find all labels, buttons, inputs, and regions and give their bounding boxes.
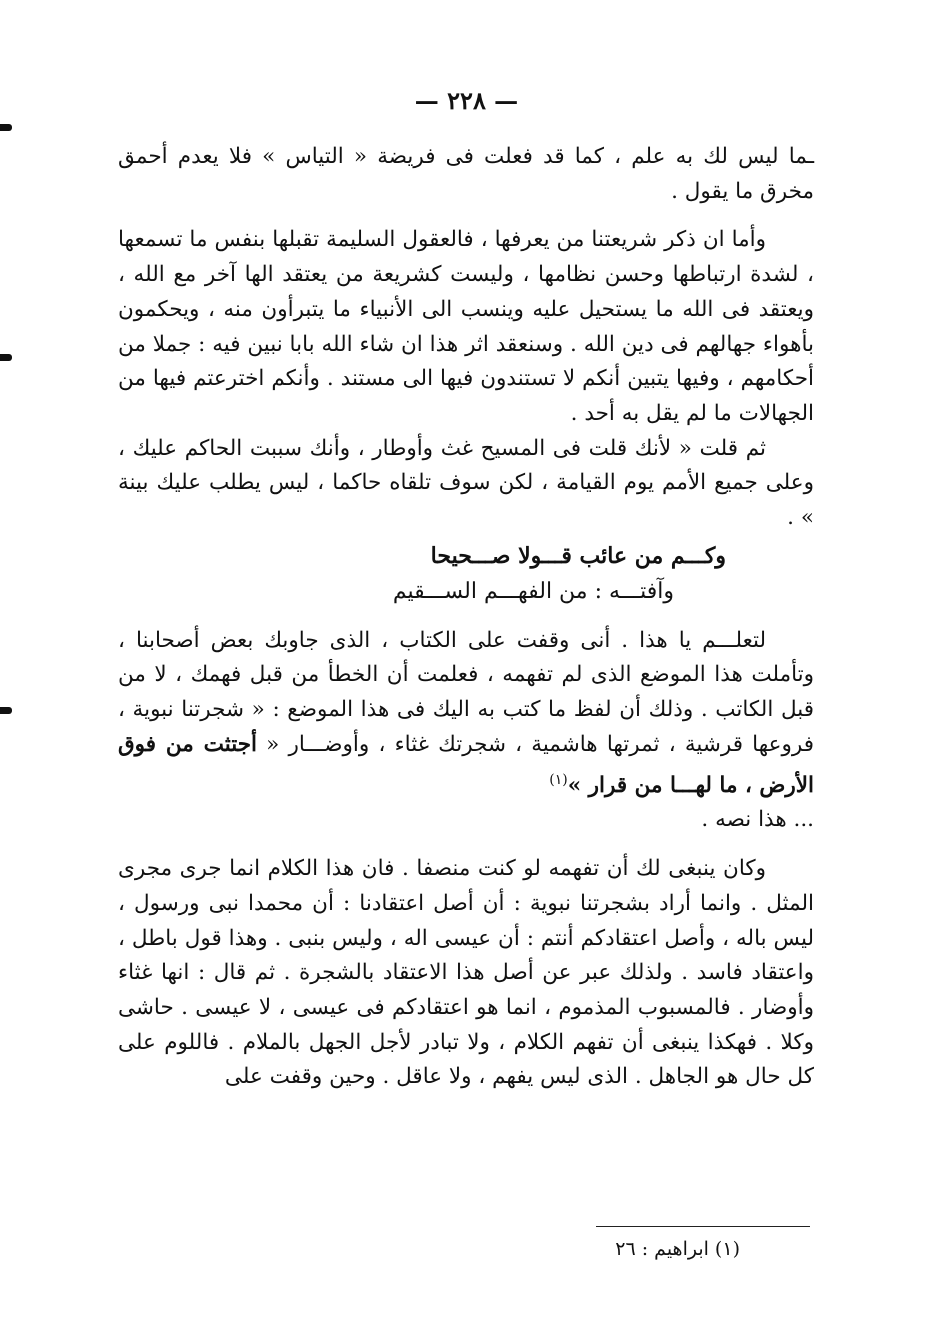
paragraph-4-end: ... هذا نصه . bbox=[701, 807, 814, 833]
page-number: — ٢٢٨ — bbox=[414, 86, 519, 115]
quote-close: » bbox=[567, 772, 589, 798]
footnote-reference[interactable]: (١) bbox=[549, 771, 568, 788]
paragraph-4-text: لتعلـــم يا هذا . أنى وقفت على الكتاب ، الذى جاوبك بعض أصحابنا ، وتأملت هذا الموضع الذى لم تفهمه ، فعلمت أن الخطأ من قبل فهمك ، لا من قبل الكاتب . وذلك أن لفظ ما كتب به اليك فى هذا الموضع : « شجرتنا نبوية ، فروعها قرشية ، ثمرتها هاشمية ، شجرتك غثاء ، وأوضـــار « bbox=[118, 627, 814, 757]
body-text bbox=[118, 140, 814, 1095]
paragraph-5: وكان ينبغى لك أن تفهمه لو كنت منصفا . فان هذا الكلام انما جرى مجرى المثل . وانما أراد بشجرتنا نبوية : أن أصل اعتقادنا : أن محمدا نبى ورسول ، ليس باله ، وأصل اعتقادكم أنتم : أن عيسى اله ، وليس بنبى . وهذا قول باطل ، واعتقاد فاسد . ولذلك عبر عن أصل هذا الاعتقاد بالشجرة . ثم قال : انها غثاء وأوضار . فالمسبوب المذموم ، انما هو اعتقادكم فى عيسى ، لا عيسى . حاشى وكلا . فهكذا ينبغى أن تفهم الكلام ، ولا تبادر لأجل الجهل بالملام . فاللوم على كل حال هو الجاهل . الذى ليس يفهم ، ولا عاقل . وحين وقفت على bbox=[118, 856, 814, 1090]
verse-line-2: وآفتـــه : من الفهـــم الســـقيم bbox=[392, 578, 674, 604]
footnote: (١) ابراهيم : ٢٦ bbox=[615, 1238, 740, 1260]
paragraph-3: ثم قلت « لأنك قلت فى المسيح غث وأوطار ، وأنك سببت الحاكم عليك ، وعلى جميع الأمم يوم القيامة ، لكن سوف تلقاه حاكما ، ليس يطلب عليك بينة » . bbox=[118, 435, 814, 531]
margin-mark bbox=[0, 124, 12, 131]
footnote-divider bbox=[596, 1226, 810, 1227]
margin-mark bbox=[0, 707, 12, 714]
quranic-quote: أجتثت من فوق الأرض ، ما لهـــا من قرار bbox=[118, 731, 814, 798]
margin-mark bbox=[0, 354, 12, 361]
paragraph-1: ـما ليس لك به علم ، كما قد فعلت فى فريضة « التياس » فلا يعدم أحمق مخرق ما يقول . bbox=[118, 144, 814, 204]
paragraph-4 bbox=[118, 624, 814, 838]
verse bbox=[118, 538, 814, 610]
verse-line-1: وكـــم من عائب قـــولا صـــحيحا bbox=[430, 542, 726, 569]
paragraph-2: وأما ان ذكر شريعتنا من يعرفها ، فالعقول السليمة تقبلها بنفس ما تسمعها ، لشدة ارتباطها وحسن نظامها ، وليست كشريعة من يعتقد الها آخر مع الله ، ويعتقد فى الله ما يستحيل عليه وينسب الى الأنبياء ما يتبرأون منه ، ويحكمون بأهواء جهالهم فى دين الله . وسنعقد اثر هذا ان شاء الله بابا نبين فيه : جملا من أحكامهم ، وفيها يتبين أنكم لا تستندون فيها الى مستند . وأنكم اخترعتم فيها من الجهالات ما لم يقل به أحد . bbox=[118, 227, 814, 426]
